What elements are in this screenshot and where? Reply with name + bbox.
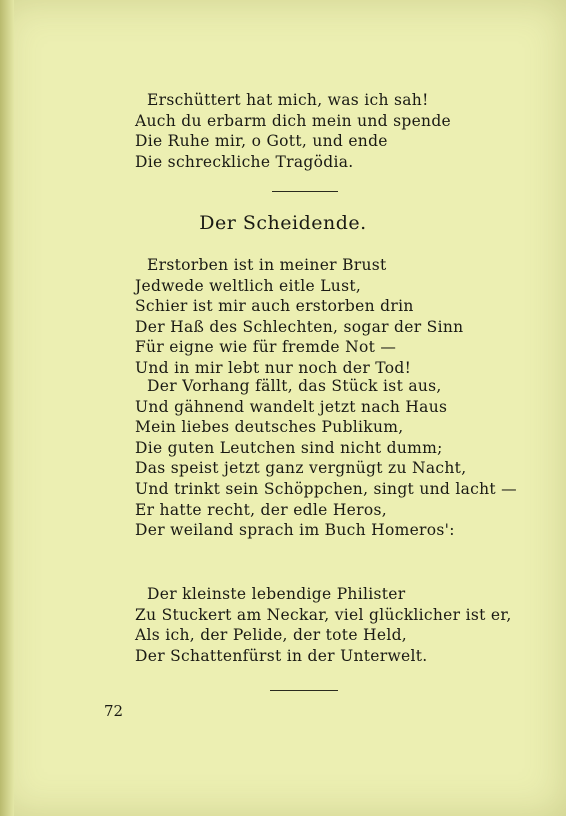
stanza-3 — [135, 376, 517, 541]
stanza-1 — [135, 90, 451, 172]
verse-line: Der kleinste lebendige Philister — [147, 585, 406, 603]
verse-line: Die Ruhe mir, o Gott, und ende — [135, 132, 388, 151]
stanza-2 — [135, 255, 463, 379]
section-divider — [270, 690, 338, 691]
poem-title: Der Scheidende. — [199, 212, 367, 234]
verse-line: Erschüttert hat mich, was ich sah! — [147, 91, 429, 109]
verse-line: Das speist jetzt ganz vergnügt zu Nacht, — [135, 459, 467, 478]
verse-line: Die schreckliche Tragödia. — [135, 152, 354, 171]
verse-line: Und in mir lebt nur noch der Tod! — [135, 358, 412, 377]
verse-line: Jedwede weltlich eitle Lust, — [135, 276, 362, 295]
verse-line: Er hatte recht, der edle Heros, — [135, 500, 387, 519]
stanza-4 — [135, 584, 512, 666]
verse-line: Der Schattenfürst in der Unterwelt. — [135, 646, 428, 665]
verse-line: Mein liebes deutsches Publikum, — [135, 418, 404, 437]
section-divider — [272, 191, 338, 192]
verse-line: Und trinkt sein Schöppchen, singt und lacht — — [135, 479, 517, 498]
page-number: 72 — [104, 702, 124, 720]
verse-line: Schier ist mir auch erstorben drin — [135, 297, 414, 316]
verse-line: Und gähnend wandelt jetzt nach Haus — [135, 397, 448, 416]
verse-line: Der Haß des Schlechten, sogar der Sinn — [135, 317, 464, 336]
verse-line: Der weiland sprach im Buch Homeros': — [135, 521, 455, 540]
verse-line: Die guten Leutchen sind nicht dumm; — [135, 438, 443, 457]
verse-line: Als ich, der Pelide, der tote Held, — [135, 626, 408, 645]
verse-line: Der Vorhang fällt, das Stück ist aus, — [147, 377, 442, 395]
verse-line: Für eigne wie für fremde Not — — [135, 338, 397, 357]
verse-line: Erstorben ist in meiner Brust — [147, 256, 387, 274]
verse-line: Auch du erbarm dich mein und spende — [135, 111, 452, 130]
book-spine-shadow — [0, 0, 14, 816]
verse-line: Zu Stuckert am Neckar, viel glücklicher ist er, — [135, 605, 512, 624]
